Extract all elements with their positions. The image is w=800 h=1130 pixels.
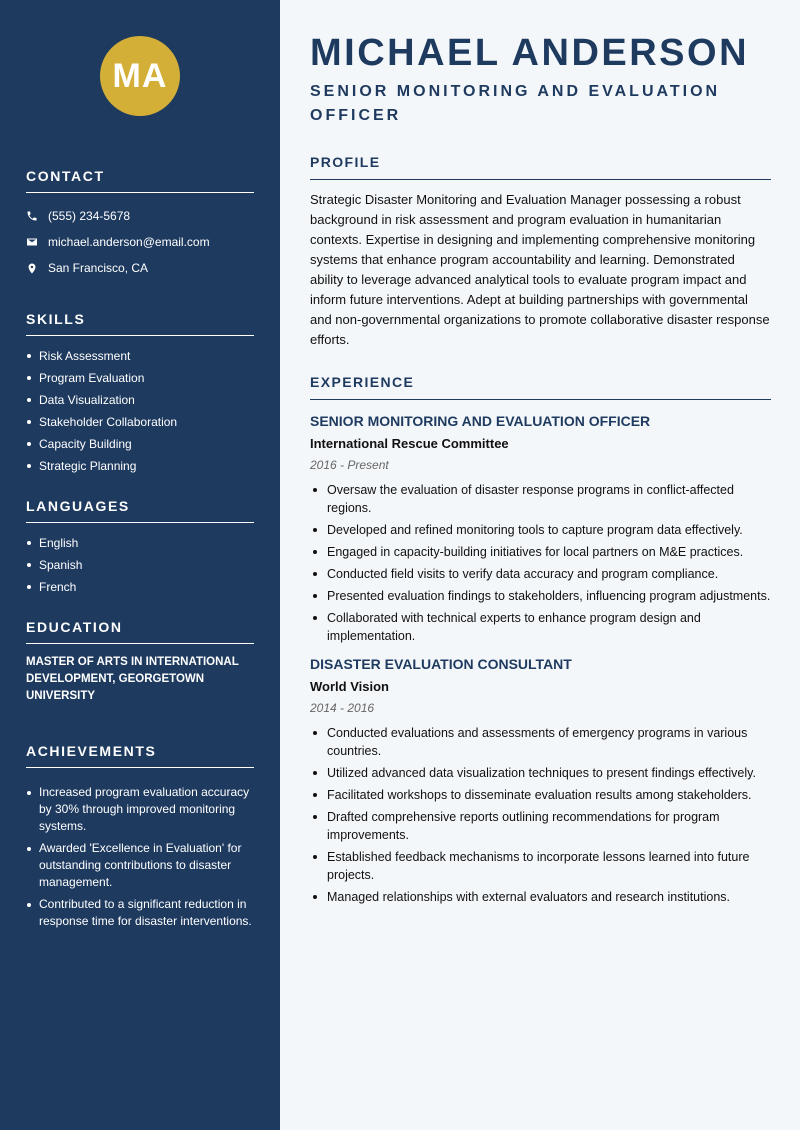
job-entry xyxy=(310,655,771,906)
job-bullet: Utilized advanced data visualization techniques to present findings effectively. xyxy=(310,764,771,782)
education-section xyxy=(26,619,254,705)
skills-list xyxy=(26,348,254,474)
job-bullet: Presented evaluation findings to stakeholders, influencing program adjustments. xyxy=(310,587,771,605)
contact-heading: CONTACT xyxy=(26,168,254,193)
candidate-title: SENIOR MONITORING AND EVALUATION OFFICER xyxy=(310,83,721,124)
job-title: DISASTER EVALUATION CONSULTANT xyxy=(310,656,572,672)
skill-item: Strategic Planning xyxy=(26,458,254,474)
achievements-section xyxy=(26,743,254,930)
contact-phone-text: (555) 234-5678 xyxy=(48,209,131,223)
profile-heading: PROFILE xyxy=(310,154,771,180)
language-item: Spanish xyxy=(26,557,254,573)
skill-item: Program Evaluation xyxy=(26,370,254,386)
skills-section xyxy=(26,311,254,474)
job-company: International Rescue Committee xyxy=(310,436,509,451)
skill-item: Stakeholder Collaboration xyxy=(26,414,254,430)
profile-text: Strategic Disaster Monitoring and Evaluation Manager possessing a robust background in risk assessment and program evaluation in humanitarian contexts. Expertise in designing and implementing comprehensive monitoring systems that enhance program accountability and learning. Demonstrated ability to leverage advanced analytical tools to evaluate program impact and inform future interventions. Adept at building partnerships with governmental and non-governmental organizations to promote collaborative disaster response efforts. xyxy=(310,192,770,347)
experience-heading: EXPERIENCE xyxy=(310,374,771,400)
job-title: SENIOR MONITORING AND EVALUATION OFFICER xyxy=(310,413,651,429)
job-bullet: Collaborated with technical experts to enhance program design and implementation. xyxy=(310,609,771,645)
contact-email xyxy=(26,229,254,255)
job-bullet: Managed relationships with external evaluators and research institutions. xyxy=(310,888,771,906)
achievement-item: Contributed to a significant reduction in response time for disaster interventions. xyxy=(26,896,254,930)
achievement-item: Awarded 'Excellence in Evaluation' for outstanding contributions to disaster management. xyxy=(26,840,254,891)
skill-item: Risk Assessment xyxy=(26,348,254,364)
candidate-name: MICHAEL ANDERSON xyxy=(310,32,750,74)
contact-list xyxy=(26,203,254,281)
location-pin-icon xyxy=(26,262,48,275)
experience-section xyxy=(310,374,771,906)
achievements-list xyxy=(26,784,254,930)
contact-location-text: San Francisco, CA xyxy=(48,261,149,275)
job-company: World Vision xyxy=(310,679,389,694)
profile-section xyxy=(310,154,771,350)
contact-location xyxy=(26,255,254,281)
achievements-heading: ACHIEVEMENTS xyxy=(26,743,254,768)
avatar: MA xyxy=(100,36,180,116)
main-content xyxy=(280,0,800,1130)
contact-section xyxy=(26,168,254,281)
job-bullet: Established feedback mechanisms to incorporate lessons learned into future projects. xyxy=(310,848,771,884)
mail-icon xyxy=(26,236,48,248)
sidebar xyxy=(0,0,280,1130)
job-bullet: Conducted field visits to verify data accuracy and program compliance. xyxy=(310,565,771,583)
contact-phone xyxy=(26,203,254,229)
language-item: French xyxy=(26,579,254,595)
education-degree: MASTER OF ARTS IN INTERNATIONAL DEVELOPMENT, GEORGETOWN UNIVERSITY xyxy=(26,656,239,702)
job-bullet: Facilitated workshops to disseminate evaluation results among stakeholders. xyxy=(310,786,771,804)
job-bullet: Drafted comprehensive reports outlining recommendations for program improvements. xyxy=(310,808,771,844)
skill-item: Capacity Building xyxy=(26,436,254,452)
languages-section xyxy=(26,498,254,595)
languages-list xyxy=(26,535,254,595)
job-dates: 2014 - 2016 xyxy=(310,701,375,715)
job-bullet: Engaged in capacity-building initiatives for local partners on M&E practices. xyxy=(310,543,771,561)
job-entry xyxy=(310,412,771,645)
skills-heading: SKILLS xyxy=(26,311,254,336)
education-heading: EDUCATION xyxy=(26,619,254,644)
job-bullet: Conducted evaluations and assessments of emergency programs in various countries. xyxy=(310,724,771,760)
skill-item: Data Visualization xyxy=(26,392,254,408)
contact-email-text: michael.anderson@email.com xyxy=(48,235,210,249)
job-bullets xyxy=(310,481,771,645)
job-bullets xyxy=(310,724,771,906)
languages-heading: LANGUAGES xyxy=(26,498,254,523)
job-dates: 2016 - Present xyxy=(310,458,389,472)
job-bullet: Oversaw the evaluation of disaster response programs in conflict-affected regions. xyxy=(310,481,771,517)
phone-icon xyxy=(26,210,48,222)
achievement-item: Increased program evaluation accuracy by 30% through improved monitoring systems. xyxy=(26,784,254,835)
language-item: English xyxy=(26,535,254,551)
job-bullet: Developed and refined monitoring tools to capture program data effectively. xyxy=(310,521,771,539)
